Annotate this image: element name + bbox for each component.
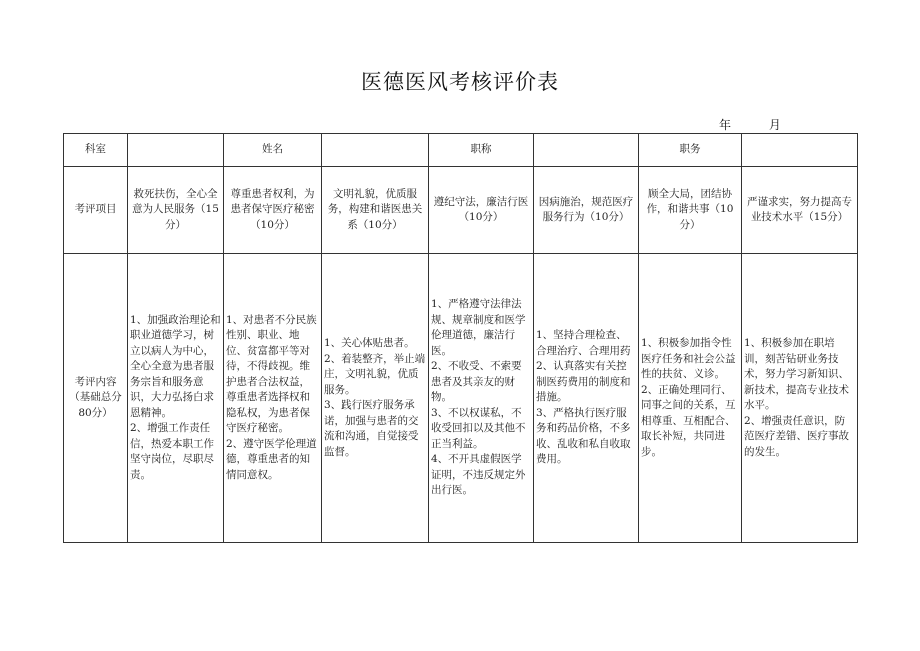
dept-label: 科室 xyxy=(64,134,128,167)
content-line: 3、严格执行医疗服务和药品价格，不多收、乱收和私自收取费用。 xyxy=(536,406,631,466)
content-cell xyxy=(534,254,639,543)
content-line: 2、认真落实有关控制医药费用的制度和措施。 xyxy=(536,360,631,404)
content-line: 2、增强责任意识，防范医疗差错、医疗事故的发生。 xyxy=(744,414,849,458)
content-line: 1、坚持合理检查、合理治疗、合理用药 xyxy=(536,329,631,357)
content-cell xyxy=(429,254,534,543)
page-title: 医德医风考核评价表 xyxy=(361,70,559,94)
content-line: 3、不以权谋私，不收受回扣以及其他不正当利益。 xyxy=(431,406,526,450)
item-cell: 严谨求实，努力提高专业技术水平（15分） xyxy=(742,167,858,254)
item-cell: 尊重患者权利，为患者保守医疗秘密（10分） xyxy=(224,167,322,254)
items-row xyxy=(64,167,858,254)
content-line: 1、积极参加在职培训，刻苦钻研业务技术，努力学习新知识、新技术，提高专业技术水平。 xyxy=(744,337,849,411)
year-label: 年 xyxy=(719,118,732,132)
content-cell xyxy=(128,254,224,543)
content-line: 2、增强工作责任信，热爱本职工作坚守岗位，尽职尽责。 xyxy=(130,422,214,481)
position-value-cell[interactable] xyxy=(742,134,858,167)
item-cell: 遵纪守法，廉洁行医（10分） xyxy=(429,167,534,254)
items-row-label: 考评项目 xyxy=(64,167,128,254)
content-line: 2、正确处理同行、同事之间的关系，互相尊重、互相配合、取长补短，共同进步。 xyxy=(641,383,736,458)
month-label: 月 xyxy=(768,118,781,132)
content-row xyxy=(64,254,858,543)
content-line: 1、加强政治理论和职业道德学习，树立以病人为中心，全心全意为患者服务宗旨和服务意识，大力弘扬白求恩精神。 xyxy=(130,313,221,419)
item-cell: 文明礼貌，优质服务，构建和谐医患关系（10分） xyxy=(322,167,429,254)
item-cell: 救死扶伤，全心全意为人民服务（15分） xyxy=(128,167,224,254)
dept-value-cell[interactable] xyxy=(128,134,224,167)
content-line: 3、践行医疗服务承诺，加强与患者的交流和沟通，自觉接受监督。 xyxy=(324,399,419,458)
item-cell: 顾全大局，团结协作，和谐共事（10分） xyxy=(639,167,742,254)
content-cell xyxy=(322,254,429,543)
content-line: 4、不开具虚假医学证明，不违反规定外出行医。 xyxy=(431,453,526,497)
content-line: 2、着装整齐，举止端庄，文明礼貌，优质服务。 xyxy=(324,352,426,396)
content-line: 1、积极参加指令性医疗任务和社会公益性的扶贫、义诊。 xyxy=(641,337,736,380)
content-line: 1、严格遵守法律法规、规章制度和医学伦理道德，廉洁行医。 xyxy=(431,298,526,357)
position-label: 职务 xyxy=(639,134,742,167)
title-label: 职称 xyxy=(429,134,534,167)
item-cell: 因病施治，规范医疗服务行为（10分） xyxy=(534,167,639,254)
content-cell xyxy=(224,254,322,543)
content-cell xyxy=(742,254,858,543)
content-cell xyxy=(639,254,742,543)
content-row-label: 考评内容（基础总分80分） xyxy=(64,254,128,543)
content-line: 2、遵守医学伦理道德，尊重患者的知情同意权。 xyxy=(226,437,317,481)
evaluation-table xyxy=(63,133,858,543)
content-line: 1、对患者不分民族性别、职业、地位、贫富都平等对待，不得歧视。维护患者合法权益，尊重患者选择权和隐私权，为患者保守医疗秘密。 xyxy=(226,313,317,435)
content-line: 1、关心体贴患者。 xyxy=(324,337,415,349)
date-line xyxy=(719,116,781,133)
title-value-cell[interactable] xyxy=(534,134,639,167)
header-row xyxy=(64,134,858,167)
name-value-cell[interactable] xyxy=(322,134,429,167)
content-line: 2、不收受、不索要患者及其亲友的财物。 xyxy=(431,360,522,404)
name-label: 姓名 xyxy=(224,134,322,167)
